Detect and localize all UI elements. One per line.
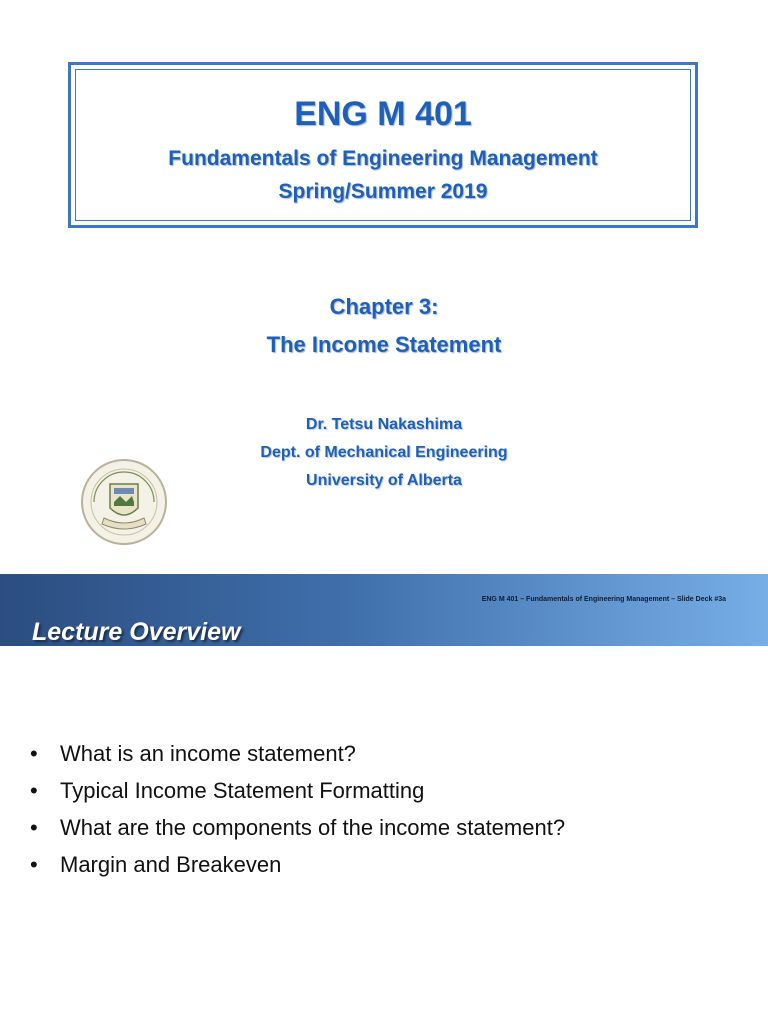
course-name: Fundamentals of Engineering Management xyxy=(168,147,598,170)
list-item-text: Typical Income Statement Formatting xyxy=(60,778,425,803)
chapter-title: The Income Statement xyxy=(266,332,502,357)
bullet-marker: • xyxy=(30,852,38,877)
course-code: ENG M 401 xyxy=(294,95,472,133)
bullet-marker: • xyxy=(30,815,38,840)
overview-bullet-list xyxy=(30,735,565,883)
overview-slide xyxy=(0,560,768,1024)
slide-header-bar xyxy=(0,574,768,646)
author-name: Dr. Tetsu Nakashima xyxy=(305,416,463,433)
list-item xyxy=(30,735,565,772)
course-term: Spring/Summer 2019 xyxy=(278,180,488,203)
list-item xyxy=(30,772,565,809)
chapter-number: Chapter 3: xyxy=(329,294,439,319)
slide-title: Lecture Overview xyxy=(32,618,241,646)
university-seal-icon xyxy=(80,458,168,546)
author-university: University of Alberta xyxy=(306,472,462,489)
title-box xyxy=(68,62,698,228)
list-item xyxy=(30,846,565,883)
bullet-marker: • xyxy=(30,778,38,803)
author-department: Dept. of Mechanical Engineering xyxy=(260,444,508,461)
list-item xyxy=(30,809,565,846)
list-item-text: What is an income statement? xyxy=(60,741,356,766)
deck-caption: ENG M 401 – Fundamentals of Engineering Management – Slide Deck #3a xyxy=(481,596,726,603)
list-item-text: Margin and Breakeven xyxy=(60,852,282,877)
list-item-text: What are the components of the income statement? xyxy=(60,815,566,840)
bullet-marker: • xyxy=(30,741,38,766)
